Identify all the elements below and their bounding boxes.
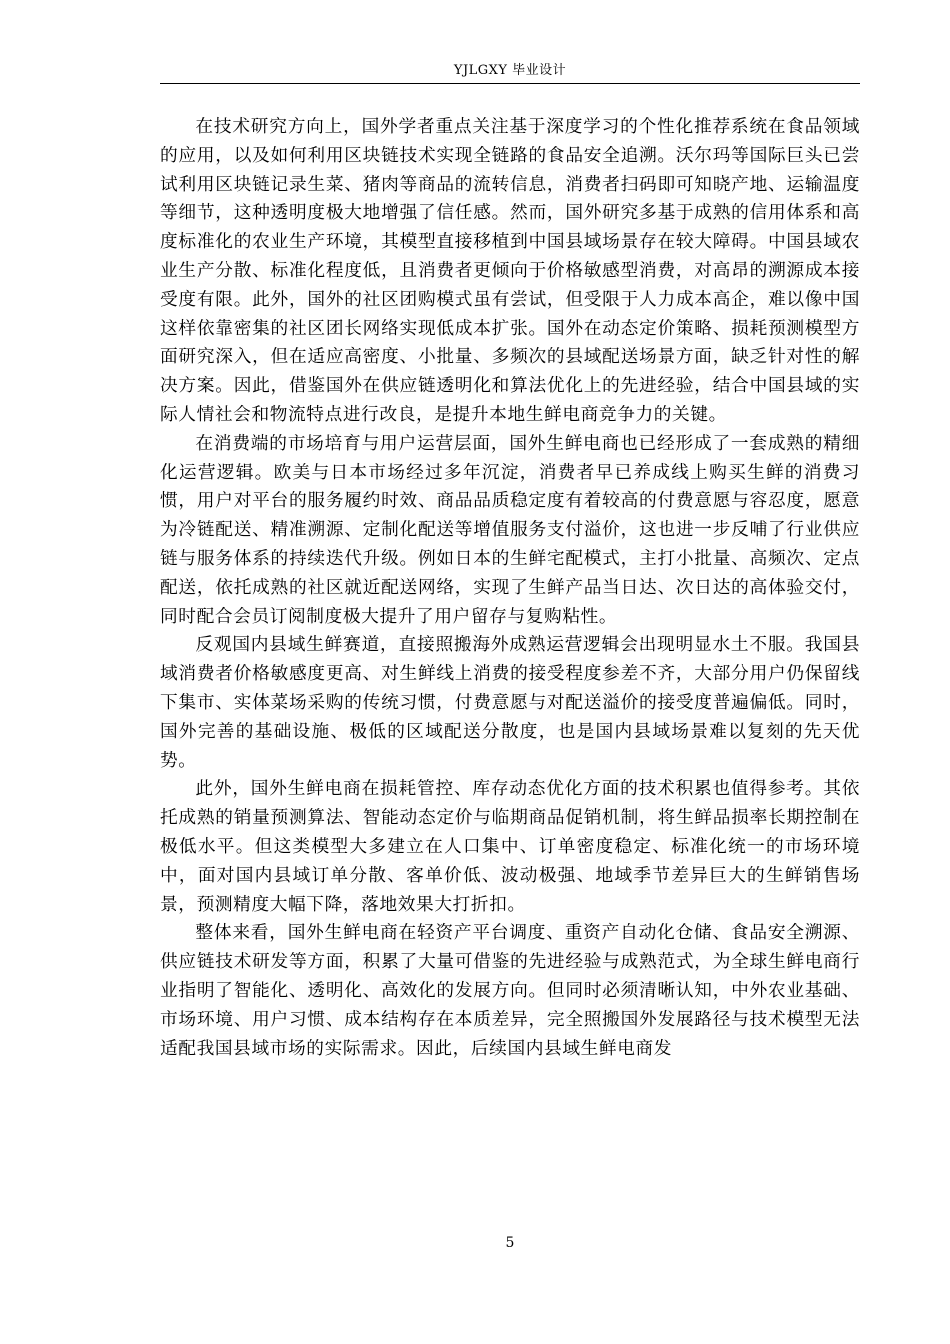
paragraph-4: 此外，国外生鲜电商在损耗管控、库存动态优化方面的技术积累也值得参考。其依托成熟的销量预测算法、智能动态定价与临期商品促销机制，将生鲜品损率长期控制在极低水平。但这类模型大多建立在人口集中、订单密度稳定、标准化统一的市场环境中，面对国内县域订单分散、客单价低、波动极强、地域季节差异巨大的生鲜销售场景，预测精度大幅下降，落地效果大打折扣。: [160, 779, 860, 915]
body-text: [160, 113, 860, 1063]
paragraph-5: 整体来看，国外生鲜电商在轻资产平台调度、重资产自动化仓储、食品安全溯源、供应链技术研发等方面，积累了大量可借鉴的先进经验与成熟范式，为全球生鲜电商行业指明了智能化、透明化、高效化的发展方向。但同时必须清晰认知，中外农业基础、市场环境、用户习惯、成本结构存在本质差异，完全照搬国外发展路径与技术模型无法适配我国县域市场的实际需求。因此，后续国内县域生鲜电商发: [160, 923, 860, 1059]
page-number: 5: [505, 1235, 515, 1251]
paragraph-2: 在消费端的市场培育与用户运营层面，国外生鲜电商也已经形成了一套成熟的精细化运营逻辑。欧美与日本市场经过多年沉淀，消费者早已养成线上购买生鲜的消费习惯，用户对平台的服务履约时效、商品品质稳定度有着较高的付费意愿与容忍度，愿意为冷链配送、精准溯源、定制化配送等增值服务支付溢价，这也进一步反哺了行业供应链与服务体系的持续迭代升级。例如日本的生鲜宅配模式，主打小批量、高频次、定点配送，依托成熟的社区就近配送网络，实现了生鲜产品当日达、次日达的高体验交付，同时配合会员订阅制度极大提升了用户留存与复购粘性。: [160, 433, 860, 627]
paragraph-3: 反观国内县域生鲜赛道，直接照搬海外成熟运营逻辑会出现明显水土不服。我国县域消费者价格敏感度更高、对生鲜线上消费的接受程度参差不齐，大部分用户仍保留线下集市、实体菜场采购的传统习惯，付费意愿与对配送溢价的接受度普遍偏低。同时，国外完善的基础设施、极低的区域配送分散度，也是国内县域场景难以复刻的先天优势。: [160, 635, 860, 771]
page-header: YJLGXY 毕业设计: [453, 63, 567, 78]
header-rule: [160, 83, 860, 84]
paragraph-1: 在技术研究方向上，国外学者重点关注基于深度学习的个性化推荐系统在食品领域的应用，以及如何利用区块链技术实现全链路的食品安全追溯。沃尔玛等国际巨头已尝试利用区块链记录生菜、猪肉等商品的流转信息，消费者扫码即可知晓产地、运输温度等细节，这种透明度极大地增强了信任感。然而，国外研究多基于成熟的信用体系和高度标准化的农业生产环境，其模型直接移植到中国县域场景存在较大障碍。中国县域农业生产分散、标准化程度低，且消费者更倾向于价格敏感型消费，对高昂的溯源成本接受度有限。此外，国外的社区团购模式虽有尝试，但受限于人力成本高企，难以像中国这样依靠密集的社区团长网络实现低成本扩张。国外在动态定价策略、损耗预测模型方面研究深入，但在适应高密度、小批量、多频次的县域配送场景方面，缺乏针对性的解决方案。因此，借鉴国外在供应链透明化和算法优化上的先进经验，结合中国县域的实际人情社会和物流特点进行改良，是提升本地生鲜电商竞争力的关键。: [160, 117, 860, 425]
